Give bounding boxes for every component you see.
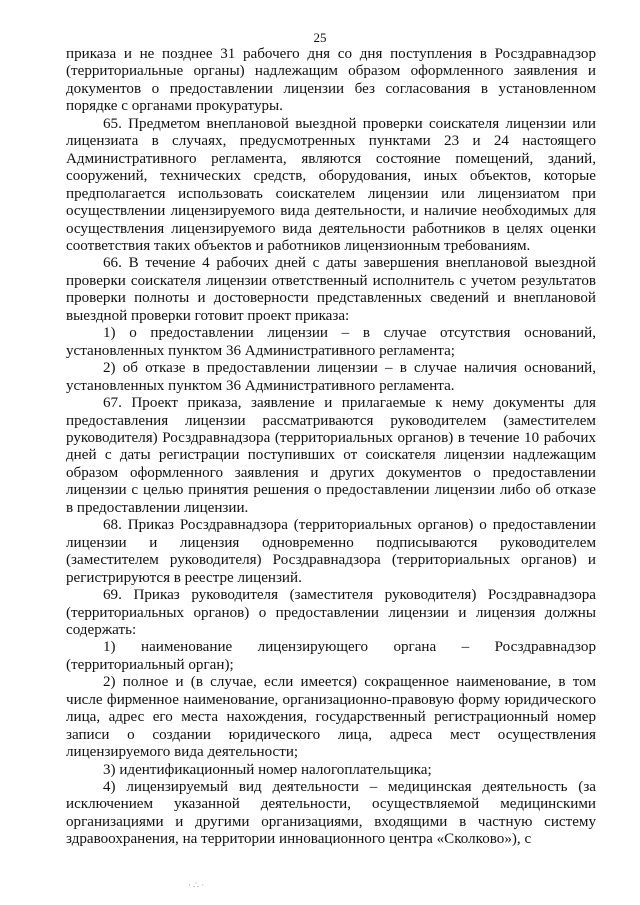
paragraph-69-item-1: 1) наименование лицензирующего органа – Росздравнадзор (территориальный орган); [66,639,596,673]
paragraph-69-item-3: 3) идентификационный номер налогоплательщика; [103,761,432,778]
paragraph-69-item-2: 2) полное и (в случае, если имеется) сокращенное наименование, в том числе фирменное наименование, организационно-правовую форму юридического лица, адрес его места нахождения, государственный регистрационный номер записи о создании юридического лица, адреса мест осуществления лицензируемого вида деятельности; [66,674,596,761]
paragraph-66-item-1: 1) о предоставлении лицензии – в случае отсутствия оснований, установленных пунктом 36 Административного регламента; [66,325,596,359]
document-body [66,46,596,849]
paragraph-69-item-4: 4) лицензируемый вид деятельности – медицинская деятельность (за исключением указанной деятельности, осуществляемой медицинскими организациями и другими организациями, входящими в частную систему здравоохранения, на территории инновационного центра «Сколково»), с [66,779,596,848]
paragraph-68: 68. Приказ Росздравнадзора (территориальных органов) о предоставлении лицензии и лицензия одновременно подписываются руководителем (заместителем руководителя) Росздравнадзора (территориальных органов) и регистрируются в реестре лицензий. [66,517,596,586]
paragraph-66: 66. В течение 4 рабочих дней с даты завершения внеплановой выездной проверки соискателя лицензии ответственный исполнитель с учетом результатов проверки полноты и достоверности представленных сведений и внеплановой выездной проверки готовит проект приказа: [66,255,596,324]
paragraph-69: 69. Приказ руководителя (заместителя руководителя) Росздравнадзора (территориальных органов) о предоставлении лицензии и лицензия должны содержать: [66,587,596,638]
paragraph-66-item-2: 2) об отказе в предоставлении лицензии – в случае наличия оснований, установленных пунктом 36 Административного регламента. [66,360,596,394]
scan-specks: · ∴ · [188,880,205,890]
page-number: 25 [313,30,327,45]
paragraph-67: 67. Проект приказа, заявление и прилагаемые к нему документы для предоставления лицензии рассматриваются руководителем (заместителем руководителя) Росздравнадзора (территориальных органов) в течение 10 рабочих дней с даты регистрации поступивших от соискателя лицензии надлежащим образом оформленного заявления и других документов о предоставлении лицензии с целью принятия решения о предоставлении лицензии либо об отказе в предоставлении лицензии. [66,395,596,516]
paragraph-65: 65. Предметом внеплановой выездной проверки соискателя лицензии или лицензиата в случаях, предусмотренных пунктами 23 и 24 настоящего Административного регламента, являются состояние помещений, зданий, сооружений, технических средств, оборудования, иных объектов, которые предполагается использовать соискателем лицензии или лицензиатом при осуществлении лицензируемого вида деятельности, и наличие необходимых для осуществления лицензируемого вида деятельности работников в целях оценки соответствия таких объектов и работников лицензионным требованиям. [66,115,596,254]
paragraph-continuation: приказа и не позднее 31 рабочего дня со дня поступления в Росздравнадзор (территориальные органы) надлежащим образом оформленного заявления и документов о предоставлении лицензии без согласования в установленном порядке с органами прокуратуры. [66,46,596,115]
